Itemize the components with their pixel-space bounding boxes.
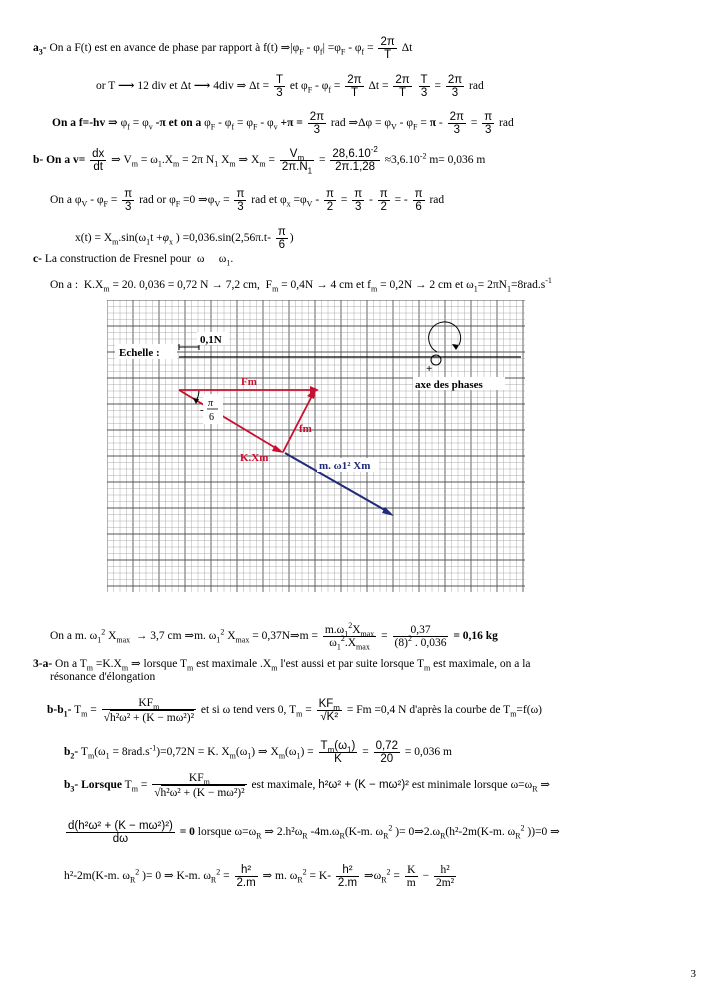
b1-line: $b-b_1-$ $T_m$ = $\frac{KF_m}{\text{√h²ω² + (K − mω²)²}}$ et si ω tend vers 0, $T_m$ = $\frac{KF_m}{\text{√K²}}$ = Fm =0,4 N d'après la courbe de $T_m=f(\omega)$ bbox=[47, 697, 542, 724]
b-line-2: On a $\varphi_V - \varphi_F$ = $\frac{\pi}{3}$ rad or $\varphi_F =0$ $\Rightarrow\varphi_V$ = $\frac{\pi}{3}$ rad et $\varphi_x =\varphi_V$ - $\frac{\pi}{2}$ = $\frac{\pi}{3}$ - $\frac{\pi}{2}$ = - $\frac{\pi}{6}$ rad bbox=[50, 188, 445, 213]
KXm-label: K.Xm bbox=[240, 452, 269, 464]
angle-denominator: 6 bbox=[209, 412, 214, 423]
scale-value: 0,1N bbox=[200, 334, 222, 346]
b1-label: $b-b_1-$ bbox=[47, 704, 72, 719]
b2-label: $b_2-$ bbox=[64, 746, 79, 761]
a3-line-3: On a f=-hv ⇒ $\varphi_f = \varphi_v$ -π et on a $\varphi_F - \varphi_f = \varphi_F - \varphi_v +\pi$ = $\frac{2\pi}{3}$ rad ⇒Δφ = $\varphi_V - \varphi_F = \pi$ - $\frac{2\pi}{3}$ = $\frac{\pi}{3}$ rad bbox=[52, 111, 514, 136]
b3-line-2: $\frac{\text{d(h²ω² + (K − mω²)²)}}{d\omega}$ = 0 lorsque $\omega=\omega_R$ ⇒ $2.h^2\omega_R$ $-4m.\omega_R(K-m$. $\omega_R^2$ )= $0\Rightarrow 2.\omega_R(h^2-2m(K-m$. $\omega_R^2$ ))=0 ⇒ bbox=[68, 820, 560, 845]
a3-line-2: or T ⟶ 12 div et Δt ⟶ 4div ⇒ Δt = $\frac{T}{3}$ et $\varphi_F - \varphi_f$ = $\frac{2\pi}{T}$ Δt = $\frac{2\pi}{T}$ $\frac{T}{3}$ = $\frac{2\pi}{3}$ rad bbox=[96, 74, 484, 99]
a3-label: $a_3-$ bbox=[33, 42, 47, 57]
scale-label: Echelle : bbox=[119, 347, 160, 359]
fm-label: fm bbox=[299, 423, 312, 435]
c-line-1: On a : $K.X_m = 20$. 0,036 = 0,72 N → 7,2 cm, $F_m = 0,4N \to 4$ cm et $f_m = 0,2N \to 2$ cm et $\omega_1= 2\pi N_1=8rad.s^{-1}$ bbox=[50, 276, 552, 294]
angle-minus: - bbox=[200, 404, 204, 416]
b3-line-1: $b_3-$ Lorsque $T_m$ = $\frac{KF_m}{\text{√h²ω² + (K − mω²)²}}$ est maximale, h²ω² + (K − mω²)² est minimale lorsque $\omega=\omega_R$ ⇒ bbox=[64, 772, 551, 799]
b-line-3: $x(t) = X_m.\sin(\omega_1t +\varphi_x$ ) =0,036.sin(2,56π.t- $\frac{\pi}{6}$ ) bbox=[75, 226, 294, 251]
diagram-background bbox=[107, 300, 525, 592]
fresnel-diagram bbox=[107, 300, 525, 592]
mass-line: On a m. $\omega_1^2$ $X_{max} \to 3,7$ cm ⇒m. $\omega_1^2$ $X_{max}$ = 0,37N⇒m = $\frac{m.\omega_1^2X_{max}}{\omega_1^2.X_{max}}$ = $\frac{0,37}{(8)^2 . 0,036}$ = 0,16 kg bbox=[50, 621, 498, 652]
b3-line-3: h²-2m(K-m. $\omega_R^2$ )= 0 ⇒ K-m. $\omega_R^2$ = $\frac{\text{h²}}{2.m}$ ⇒ m. $\omega_R^2 = K-$ $\frac{\text{h²}}{2.m}$ $\Rightarrow\omega_R^2$ = $\frac{K}{m}$ − $\frac{\text{h²}}{\text{2m²}}$ bbox=[64, 864, 455, 889]
3a-line-1: 3-a- On a $T_m =K.X_m$ ⇒ lorsque $T_m$ est maximale $.X_m$ l'est aussi et par suite lorsque $T_m$ est maximale, on a la bbox=[33, 658, 531, 673]
b3-label: $b_3-$ Lorsque bbox=[64, 779, 123, 794]
a3-line-1: $a_3-$ On a F(t) est en avance de phase par rapport à f(t) $\Rightarrow|\varphi_F - \varphi_f| =\varphi_F - \varphi_f$ = $\frac{2\pi}{T}$ Δt bbox=[33, 36, 413, 61]
3a-label: 3-a- bbox=[33, 658, 53, 670]
c-title: c- La construction de Fresnel pour ω $\omega_1$. bbox=[33, 253, 234, 268]
c-label: c- bbox=[33, 253, 42, 265]
b-label: b- On a v= bbox=[33, 154, 86, 167]
Fm-label: Fm bbox=[241, 376, 257, 388]
phase-axis-label: axe des phases bbox=[415, 379, 483, 391]
angle-numerator: π bbox=[208, 398, 214, 409]
plus-sign-label: + bbox=[426, 363, 433, 375]
page-number: 3 bbox=[690, 968, 696, 980]
mw2Xm-label: m. ω1² Xm bbox=[319, 460, 371, 472]
b2-line: $b_2-$ $T_m(\omega_1 = 8rad.s^{-1})=0,72N = K$. $X_m(\omega_1)$ ⇒ $X_m(\omega_1)$ = $\frac{T_m(\omega_1)}{K}$ = $\frac{0,72}{20}$ = 0,036 m bbox=[64, 740, 452, 765]
b-line-1: b- On a v= $\frac{dx}{dt}$ ⇒ $V_m = \omega_1.X_m = 2\pi$ $N_1$ $X_m$ ⇒ $X_m$ = $\frac{V_m}{2\pi.N_1}$ = $\frac{28,6.10^{-2}}{2\pi.1,28}$ $\approx 3,6.10^{-2}$ m= 0,036 m bbox=[33, 145, 486, 176]
3a-line-2: résonance d'élongation bbox=[50, 671, 156, 683]
